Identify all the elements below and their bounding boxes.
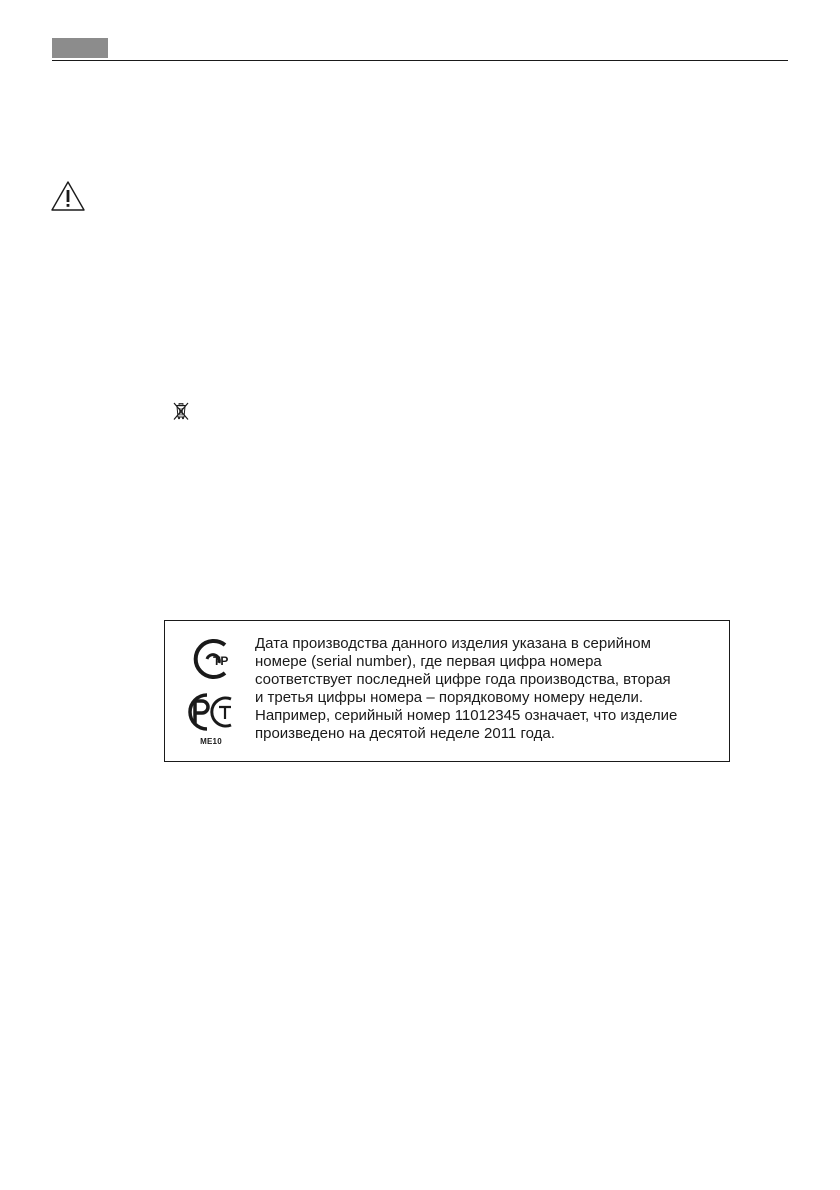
cert-line: соответствует последней цифре года производства, вторая <box>255 671 671 688</box>
warning-triangle-icon <box>50 180 86 212</box>
cert-line: произведено на десятой неделе 2011 года. <box>255 725 555 742</box>
cert-line: Например, серийный номер 11012345 означает, что изделие <box>255 707 678 724</box>
cert-line: и третья цифры номера – порядковому номеру недели. <box>255 689 644 706</box>
crossed-out-bin-icon <box>172 401 190 421</box>
mark-code: ME10 <box>200 737 222 746</box>
cert-line: Дата производства данного изделия указана в серийном <box>255 635 651 652</box>
certification-logos <box>185 637 237 747</box>
rst-gost-mark-icon <box>185 689 237 735</box>
eac-tr-mark-icon <box>185 637 237 681</box>
certification-box <box>164 620 730 762</box>
serial-number-explanation <box>255 635 717 743</box>
header-rule <box>52 60 788 61</box>
header-tab <box>52 38 108 58</box>
svg-text:ТР: ТР <box>213 654 229 668</box>
cert-line: номере (serial number), где первая цифра номера <box>255 653 602 670</box>
